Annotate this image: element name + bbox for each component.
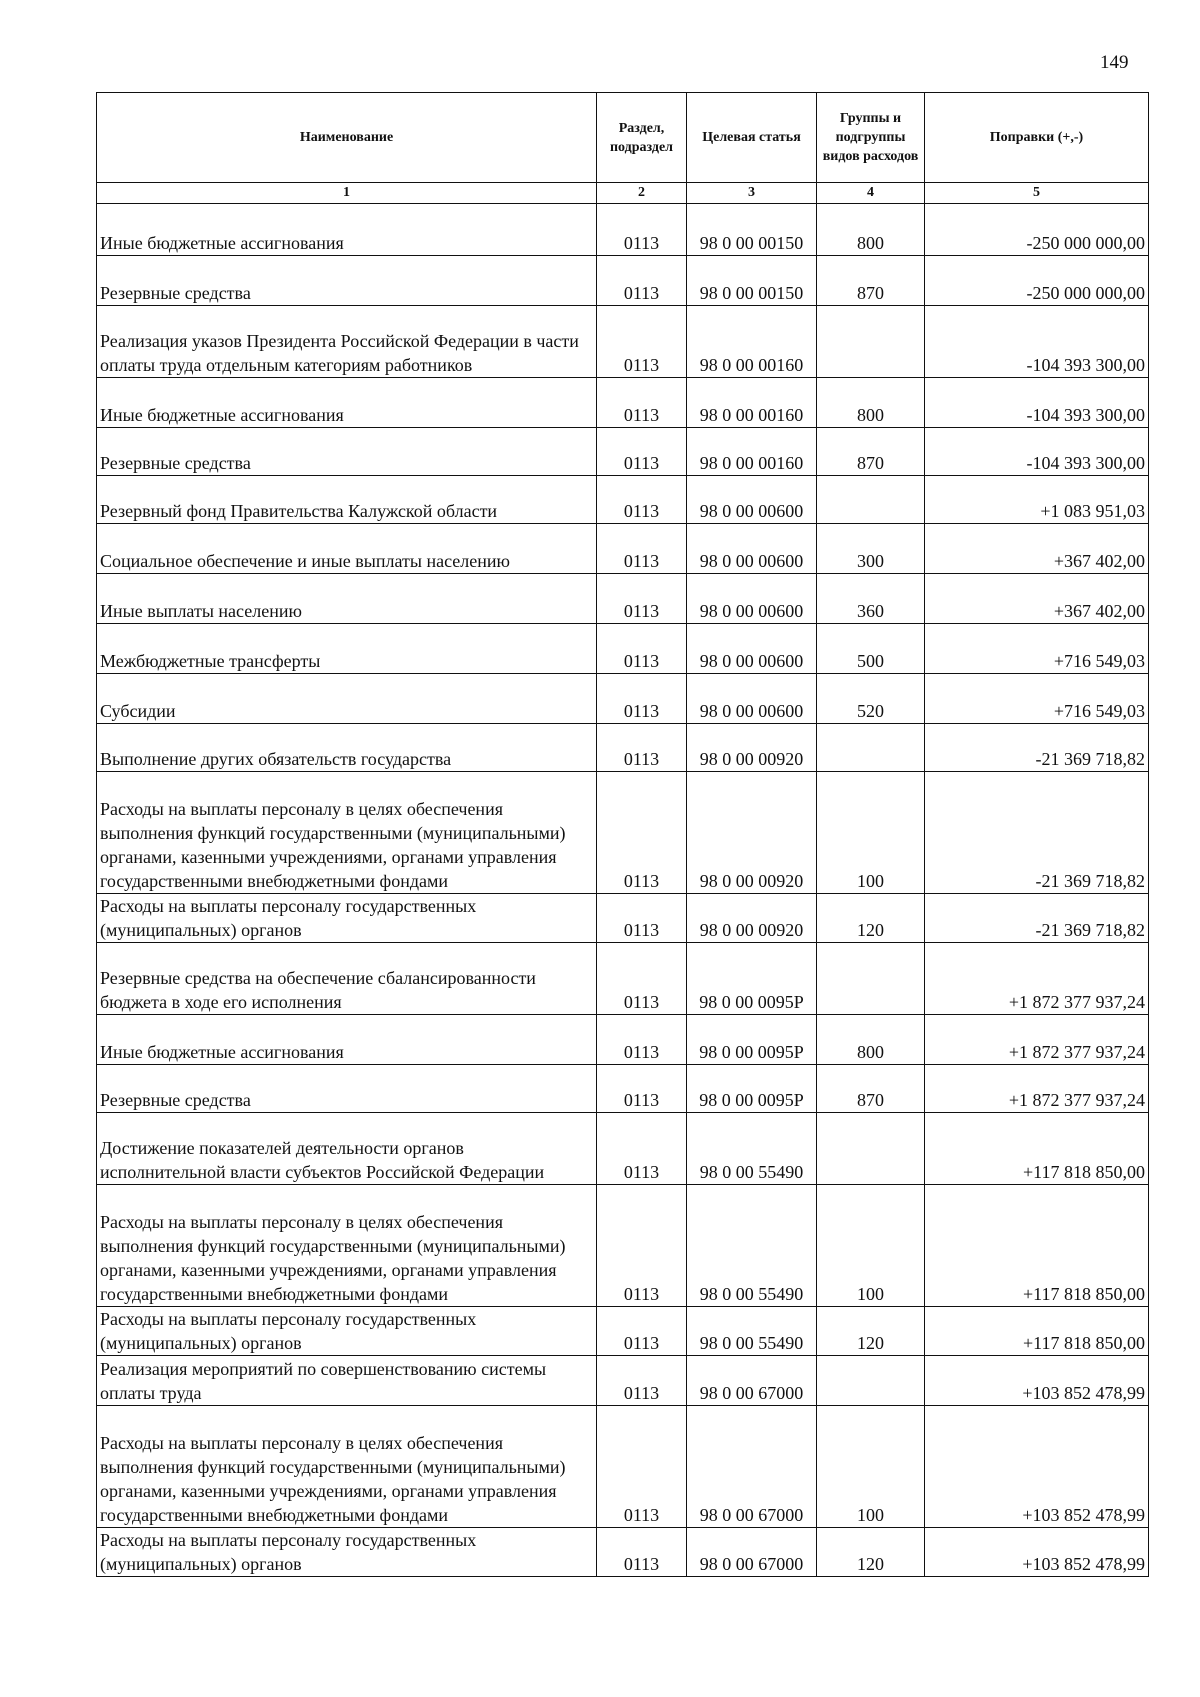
cell-amount: +367 402,00 xyxy=(925,574,1149,624)
cell-group: 800 xyxy=(817,204,925,256)
table-row xyxy=(97,1113,1149,1185)
column-number: 3 xyxy=(687,183,817,204)
cell-group: 870 xyxy=(817,256,925,306)
table-row xyxy=(97,674,1149,724)
table-row xyxy=(97,428,1149,476)
cell-amount: +1 872 377 937,24 xyxy=(925,943,1149,1015)
table-row xyxy=(97,1528,1149,1577)
table-row xyxy=(97,1015,1149,1065)
cell-group: 120 xyxy=(817,894,925,943)
cell-name: Резервные средства xyxy=(97,256,597,306)
cell-group: 870 xyxy=(817,428,925,476)
cell-group: 500 xyxy=(817,624,925,674)
cell-name: Выполнение других обязательств государства xyxy=(97,724,597,772)
cell-group xyxy=(817,943,925,1015)
table-row xyxy=(97,476,1149,524)
cell-name: Иные бюджетные ассигнования xyxy=(97,204,597,256)
cell-section: 0113 xyxy=(597,306,687,378)
cell-section: 0113 xyxy=(597,1065,687,1113)
cell-amount: -104 393 300,00 xyxy=(925,378,1149,428)
header-amendments: Поправки (+,-) xyxy=(925,93,1149,183)
cell-amount: -104 393 300,00 xyxy=(925,306,1149,378)
column-number: 1 xyxy=(97,183,597,204)
cell-group xyxy=(817,1113,925,1185)
cell-article: 98 0 00 00160 xyxy=(687,428,817,476)
cell-group: 300 xyxy=(817,524,925,574)
cell-article: 98 0 00 67000 xyxy=(687,1356,817,1406)
table-row xyxy=(97,624,1149,674)
cell-name: Расходы на выплаты персоналу в целях обеспечения выполнения функций государственными (муниципальными) органами, казенными учреждениями, органами управления государственными внебюджетными фондами xyxy=(97,1406,597,1528)
cell-group: 800 xyxy=(817,1015,925,1065)
cell-name: Резервные средства на обеспечение сбалансированности бюджета в ходе его исполнения xyxy=(97,943,597,1015)
cell-group: 100 xyxy=(817,1185,925,1307)
cell-section: 0113 xyxy=(597,674,687,724)
cell-name: Субсидии xyxy=(97,674,597,724)
cell-section: 0113 xyxy=(597,378,687,428)
cell-amount: +103 852 478,99 xyxy=(925,1406,1149,1528)
cell-group xyxy=(817,724,925,772)
table-row xyxy=(97,1356,1149,1406)
cell-article: 98 0 00 0095P xyxy=(687,1065,817,1113)
cell-section: 0113 xyxy=(597,1528,687,1577)
cell-name: Межбюджетные трансферты xyxy=(97,624,597,674)
cell-group: 100 xyxy=(817,1406,925,1528)
header-name: Наименование xyxy=(97,93,597,183)
cell-section: 0113 xyxy=(597,428,687,476)
cell-section: 0113 xyxy=(597,943,687,1015)
cell-name: Иные выплаты населению xyxy=(97,574,597,624)
table-row xyxy=(97,772,1149,894)
cell-section: 0113 xyxy=(597,204,687,256)
cell-amount: -21 369 718,82 xyxy=(925,772,1149,894)
cell-group xyxy=(817,476,925,524)
cell-article: 98 0 00 00600 xyxy=(687,674,817,724)
cell-article: 98 0 00 00920 xyxy=(687,772,817,894)
cell-group: 120 xyxy=(817,1307,925,1356)
cell-group: 120 xyxy=(817,1528,925,1577)
column-number: 4 xyxy=(817,183,925,204)
table-row xyxy=(97,1406,1149,1528)
cell-article: 98 0 00 00160 xyxy=(687,306,817,378)
cell-section: 0113 xyxy=(597,256,687,306)
cell-article: 98 0 00 55490 xyxy=(687,1113,817,1185)
cell-article: 98 0 00 00600 xyxy=(687,574,817,624)
cell-article: 98 0 00 67000 xyxy=(687,1406,817,1528)
cell-name: Иные бюджетные ассигнования xyxy=(97,1015,597,1065)
cell-name: Реализация мероприятий по совершенствованию системы оплаты труда xyxy=(97,1356,597,1406)
cell-group: 870 xyxy=(817,1065,925,1113)
cell-name: Расходы на выплаты персоналу государственных (муниципальных) органов xyxy=(97,1528,597,1577)
cell-section: 0113 xyxy=(597,1356,687,1406)
cell-group: 520 xyxy=(817,674,925,724)
table-row xyxy=(97,306,1149,378)
column-number: 2 xyxy=(597,183,687,204)
table-row xyxy=(97,1185,1149,1307)
cell-name: Достижение показателей деятельности органов исполнительной власти субъектов Российской Федерации xyxy=(97,1113,597,1185)
table-row xyxy=(97,894,1149,943)
cell-section: 0113 xyxy=(597,524,687,574)
cell-group: 800 xyxy=(817,378,925,428)
table-row xyxy=(97,574,1149,624)
cell-section: 0113 xyxy=(597,476,687,524)
cell-amount: -104 393 300,00 xyxy=(925,428,1149,476)
cell-section: 0113 xyxy=(597,724,687,772)
cell-article: 98 0 00 00160 xyxy=(687,378,817,428)
cell-article: 98 0 00 55490 xyxy=(687,1307,817,1356)
column-number: 5 xyxy=(925,183,1149,204)
cell-article: 98 0 00 00600 xyxy=(687,624,817,674)
cell-amount: +716 549,03 xyxy=(925,624,1149,674)
cell-amount: +103 852 478,99 xyxy=(925,1356,1149,1406)
page-number: 149 xyxy=(1100,52,1129,73)
cell-group: 360 xyxy=(817,574,925,624)
cell-article: 98 0 00 00600 xyxy=(687,524,817,574)
cell-article: 98 0 00 55490 xyxy=(687,1185,817,1307)
cell-group xyxy=(817,1356,925,1406)
header-group: Группы и подгруппы видов расходов xyxy=(817,93,925,183)
cell-amount: +1 872 377 937,24 xyxy=(925,1065,1149,1113)
cell-amount: +716 549,03 xyxy=(925,674,1149,724)
cell-amount: +1 872 377 937,24 xyxy=(925,1015,1149,1065)
cell-article: 98 0 00 67000 xyxy=(687,1528,817,1577)
cell-article: 98 0 00 0095P xyxy=(687,943,817,1015)
budget-table xyxy=(96,92,1149,1577)
cell-section: 0113 xyxy=(597,1406,687,1528)
cell-article: 98 0 00 00150 xyxy=(687,256,817,306)
cell-name: Резервные средства xyxy=(97,1065,597,1113)
cell-section: 0113 xyxy=(597,1307,687,1356)
cell-section: 0113 xyxy=(597,574,687,624)
cell-amount: +367 402,00 xyxy=(925,524,1149,574)
cell-name: Резервные средства xyxy=(97,428,597,476)
cell-article: 98 0 00 0095P xyxy=(687,1015,817,1065)
cell-amount: -21 369 718,82 xyxy=(925,724,1149,772)
cell-article: 98 0 00 00920 xyxy=(687,724,817,772)
header-section: Раздел, подраздел xyxy=(597,93,687,183)
cell-section: 0113 xyxy=(597,772,687,894)
cell-section: 0113 xyxy=(597,1185,687,1307)
cell-amount: +117 818 850,00 xyxy=(925,1307,1149,1356)
cell-amount: +1 083 951,03 xyxy=(925,476,1149,524)
cell-article: 98 0 00 00150 xyxy=(687,204,817,256)
table-row xyxy=(97,943,1149,1015)
cell-name: Расходы на выплаты персоналу государственных (муниципальных) органов xyxy=(97,894,597,943)
cell-section: 0113 xyxy=(597,624,687,674)
cell-name: Расходы на выплаты персоналу государственных (муниципальных) органов xyxy=(97,1307,597,1356)
table-row xyxy=(97,1307,1149,1356)
cell-amount: +103 852 478,99 xyxy=(925,1528,1149,1577)
table-row xyxy=(97,524,1149,574)
cell-name: Резервный фонд Правительства Калужской области xyxy=(97,476,597,524)
table-body xyxy=(97,204,1149,1577)
cell-section: 0113 xyxy=(597,1015,687,1065)
cell-group xyxy=(817,306,925,378)
cell-name: Реализация указов Президента Российской Федерации в части оплаты труда отдельным категориям работников xyxy=(97,306,597,378)
cell-section: 0113 xyxy=(597,894,687,943)
cell-amount: -21 369 718,82 xyxy=(925,894,1149,943)
cell-name: Социальное обеспечение и иные выплаты населению xyxy=(97,524,597,574)
table-row xyxy=(97,724,1149,772)
cell-name: Расходы на выплаты персоналу в целях обеспечения выполнения функций государственными (муниципальными) органами, казенными учреждениями, органами управления государственными внебюджетными фондами xyxy=(97,772,597,894)
table-row xyxy=(97,204,1149,256)
cell-amount: +117 818 850,00 xyxy=(925,1113,1149,1185)
cell-section: 0113 xyxy=(597,1113,687,1185)
table-row xyxy=(97,1065,1149,1113)
cell-article: 98 0 00 00920 xyxy=(687,894,817,943)
cell-name: Расходы на выплаты персоналу в целях обеспечения выполнения функций государственными (муниципальными) органами, казенными учреждениями, органами управления государственными внебюджетными фондами xyxy=(97,1185,597,1307)
table-row xyxy=(97,256,1149,306)
cell-amount: -250 000 000,00 xyxy=(925,256,1149,306)
cell-amount: -250 000 000,00 xyxy=(925,204,1149,256)
cell-group: 100 xyxy=(817,772,925,894)
cell-article: 98 0 00 00600 xyxy=(687,476,817,524)
table-row xyxy=(97,378,1149,428)
cell-amount: +117 818 850,00 xyxy=(925,1185,1149,1307)
cell-name: Иные бюджетные ассигнования xyxy=(97,378,597,428)
header-article: Целевая статья xyxy=(687,93,817,183)
